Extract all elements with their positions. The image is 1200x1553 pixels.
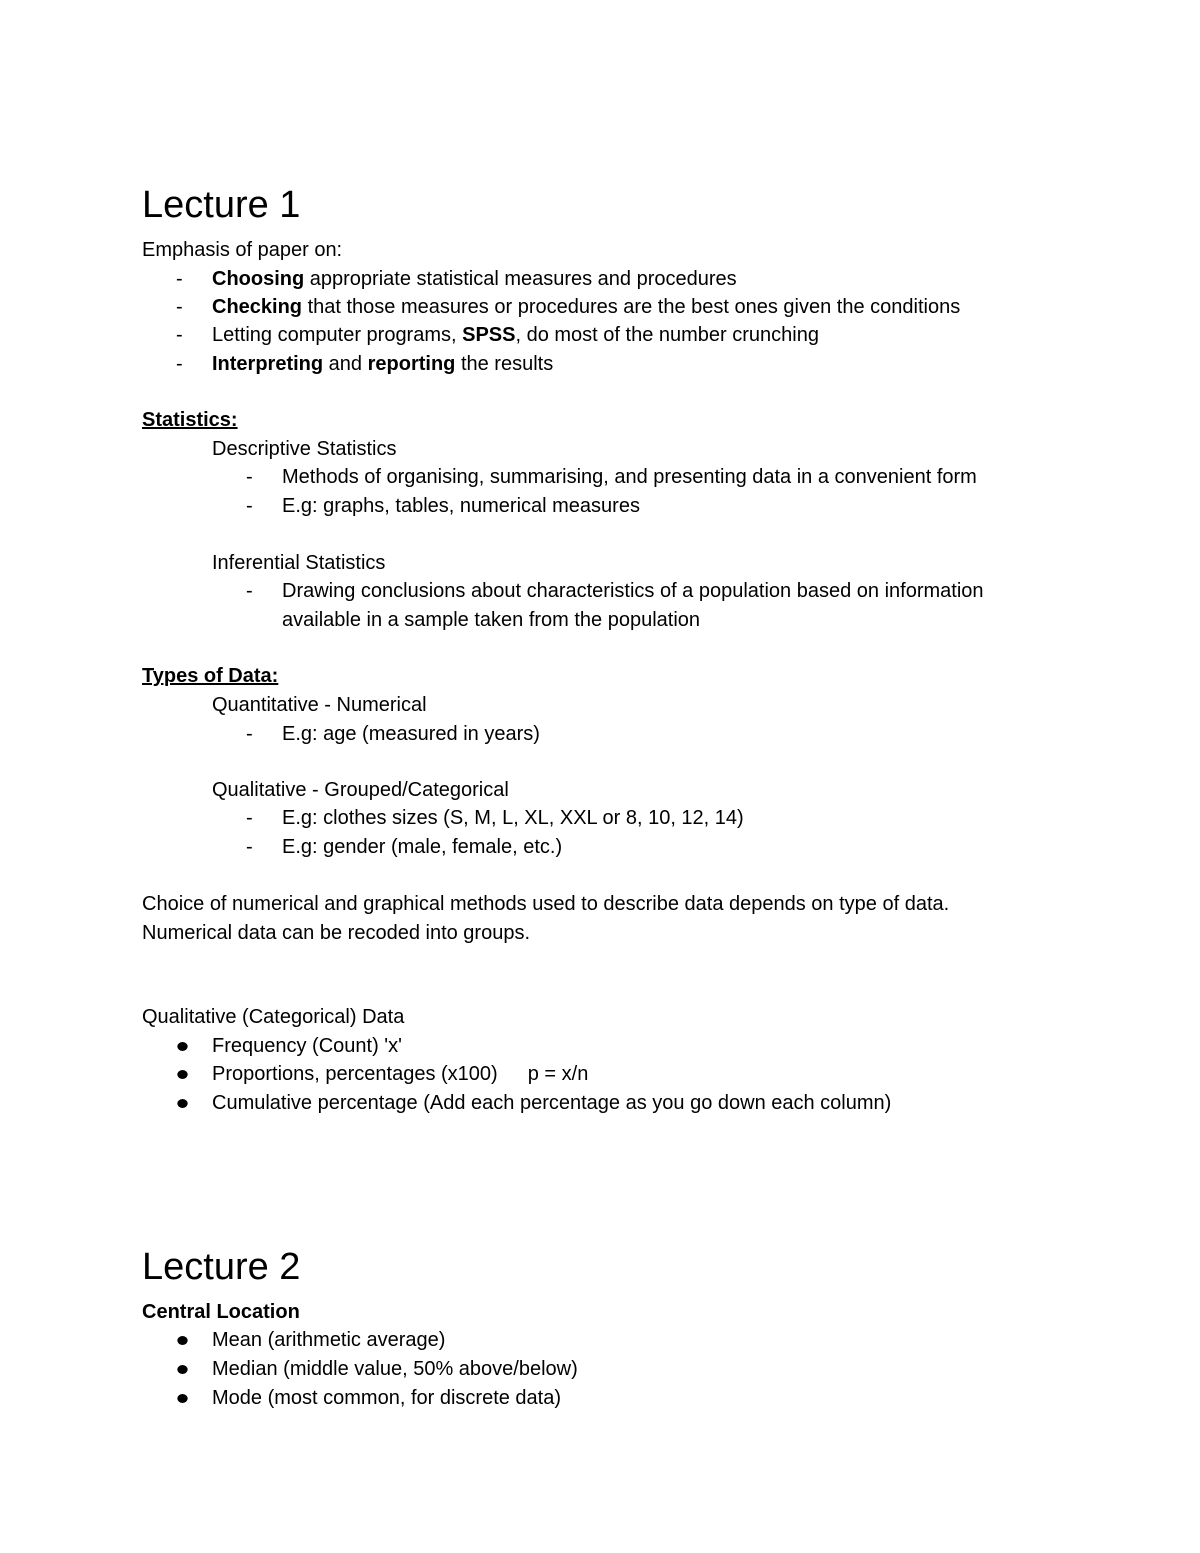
emphasis-intro: Emphasis of paper on: [142, 239, 343, 261]
dash-marker: - [176, 353, 183, 375]
central-location-bullet: Mean (arithmetic average) [212, 1329, 446, 1351]
descriptive-item: E.g: graphs, tables, numerical measures [282, 495, 640, 517]
document-page [142, 0, 1102, 1553]
central-location-bullet: Median (middle value, 50% above/below) [212, 1358, 578, 1380]
bullet-icon [177, 1365, 187, 1374]
emphasis-item: Choosing appropriate statistical measures and procedures [212, 268, 737, 290]
dash-marker: - [246, 495, 253, 517]
emphasis-item: Interpreting and reporting the results [212, 353, 554, 375]
qualitative-item: E.g: clothes sizes (S, M, L, XL, XXL or 8, 10, 12, 14) [282, 807, 744, 829]
bullet-icon [177, 1336, 187, 1345]
dash-marker: - [246, 723, 253, 745]
emphasis-item: Checking that those measures or procedures are the best ones given the conditions [212, 296, 961, 318]
bullet-icon [177, 1070, 187, 1079]
quantitative-title: Quantitative - Numerical [212, 694, 427, 716]
dash-marker: - [246, 466, 253, 488]
qualitative-data-bullet: Proportions, percentages (x100) p = x/n [212, 1063, 589, 1085]
dash-marker: - [246, 807, 253, 829]
qualitative-title: Qualitative - Grouped/Categorical [212, 779, 509, 801]
choice-paragraph-line-2: Numerical data can be recoded into groups. [142, 922, 531, 944]
dash-marker: - [176, 268, 183, 290]
inferential-statistics-title: Inferential Statistics [212, 552, 386, 574]
emphasis-item: Letting computer programs, SPSS, do most of the number crunching [212, 324, 819, 346]
lecture-1-title: Lecture 1 [142, 184, 301, 226]
dash-marker: - [246, 836, 253, 858]
dash-marker: - [176, 296, 183, 318]
descriptive-item: Methods of organising, summarising, and presenting data in a convenient form [282, 466, 977, 488]
qualitative-data-bullet: Frequency (Count) 'x' [212, 1035, 402, 1057]
quantitative-item: E.g: age (measured in years) [282, 723, 540, 745]
bullet-icon [177, 1394, 187, 1403]
central-location-heading: Central Location [142, 1301, 300, 1323]
bullet-icon [177, 1099, 187, 1108]
dash-marker: - [176, 324, 183, 346]
statistics-heading: Statistics: [142, 409, 238, 431]
choice-paragraph-line-1: Choice of numerical and graphical methods used to describe data depends on type of data. [142, 893, 950, 915]
lecture-2-title: Lecture 2 [142, 1246, 301, 1288]
central-location-bullet: Mode (most common, for discrete data) [212, 1387, 562, 1409]
descriptive-statistics-title: Descriptive Statistics [212, 438, 397, 460]
inferential-item-line-1: Drawing conclusions about characteristics of a population based on information [282, 580, 984, 602]
qualitative-item: E.g: gender (male, female, etc.) [282, 836, 563, 858]
bullet-icon [177, 1042, 187, 1051]
qualitative-data-title: Qualitative (Categorical) Data [142, 1006, 405, 1028]
qualitative-data-bullet: Cumulative percentage (Add each percentage as you go down each column) [212, 1092, 892, 1114]
inferential-item-line-2: available in a sample taken from the population [282, 609, 701, 631]
types-of-data-heading: Types of Data: [142, 665, 279, 687]
dash-marker: - [246, 580, 253, 602]
